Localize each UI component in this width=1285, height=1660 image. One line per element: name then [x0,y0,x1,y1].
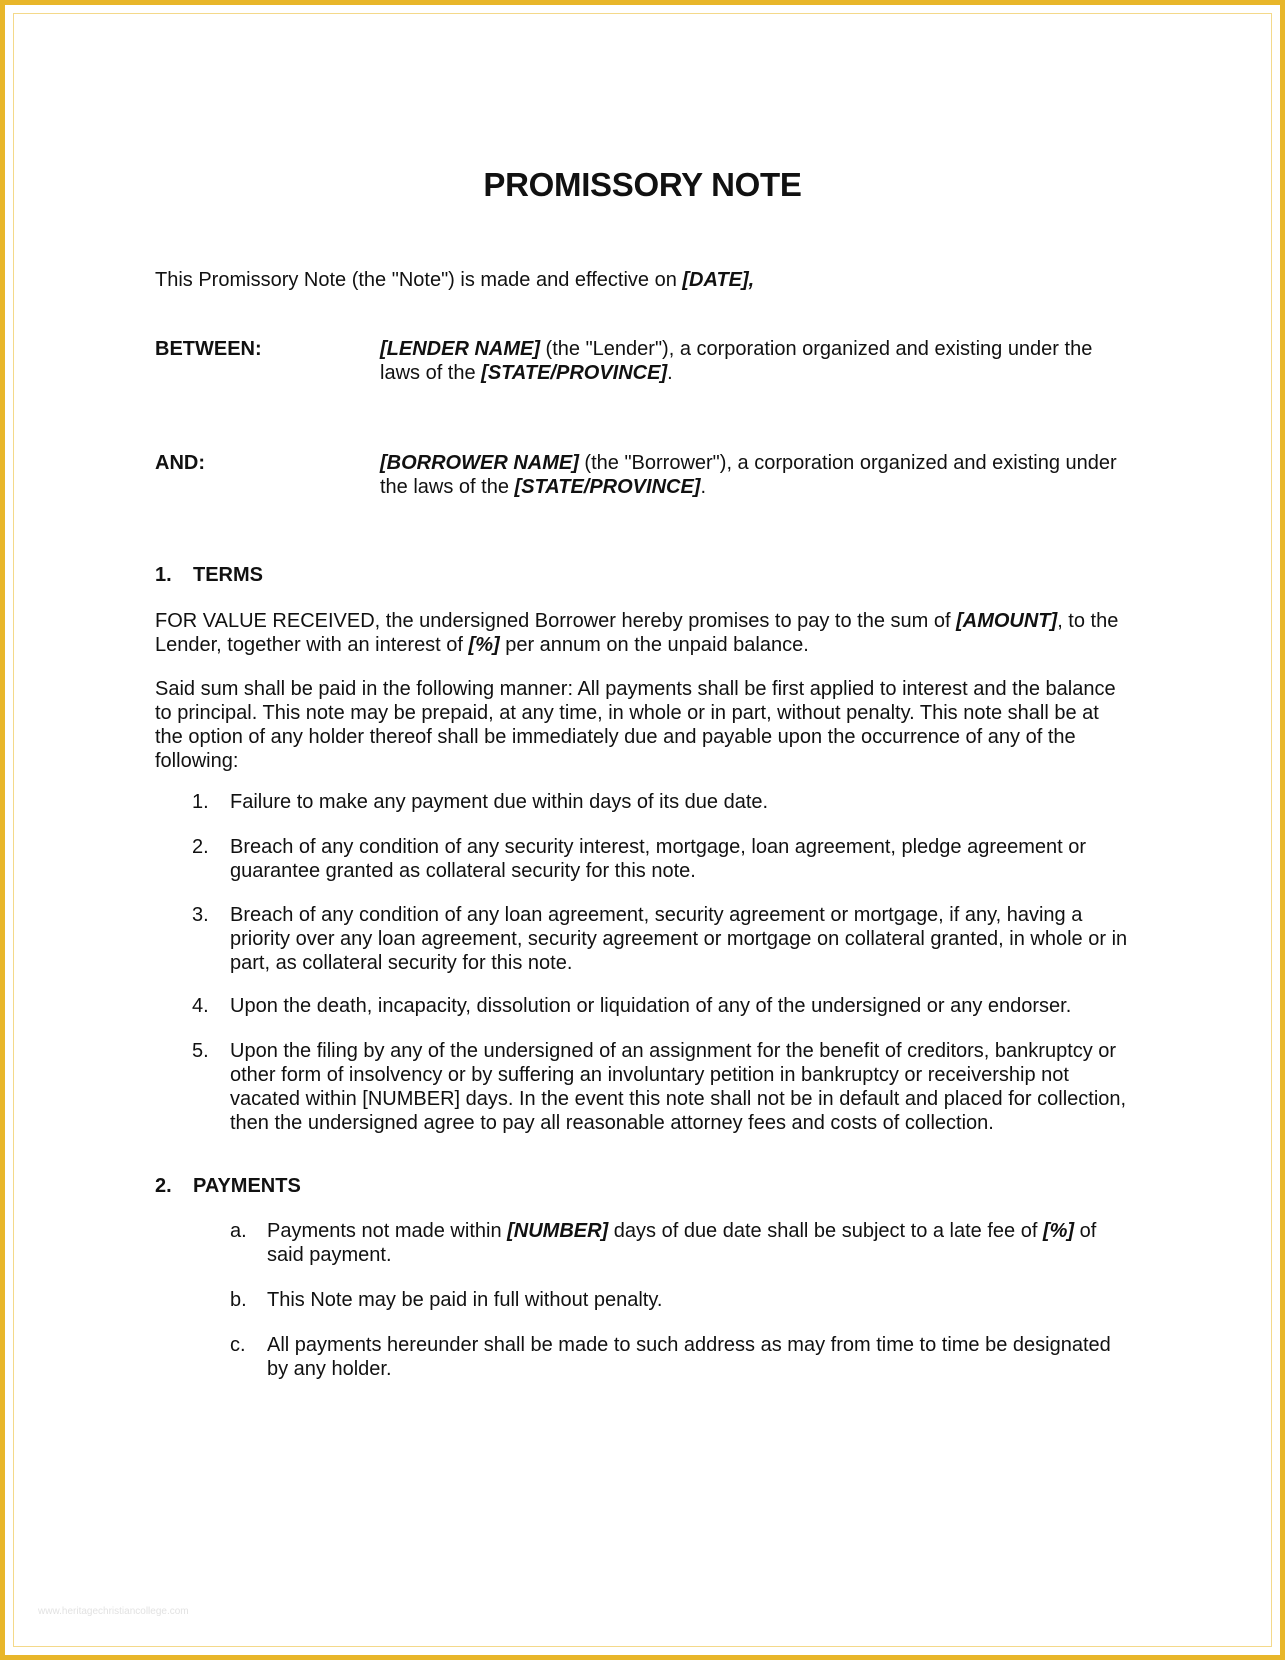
late-fee-rate-placeholder: [%] [1042,1220,1075,1242]
section-1-heading: 1. TERMS [155,564,263,586]
date-placeholder: [DATE] [682,269,749,291]
and-label: AND: [155,452,205,474]
page-inner-border [13,13,1272,1647]
terms-paragraph-2: Said sum shall be paid in the following manner: All payments shall be first applied to interest and the balance to principal. This note may be prepaid, at any time, in whole or in part, without penalty. This note shall be at the option of any holder thereof shall be immediately due and payable upon the occurrence of any of the following: [155,678,1116,772]
lender-name-placeholder: [LENDER NAME] [380,338,540,360]
borrower-description: [BORROWER NAME] (the "Borrower"), a corporation organized and existing under the laws of the [STATE/PROVINCE]. [380,452,1117,498]
terms-paragraph-1: FOR VALUE RECEIVED, the undersigned Borrower hereby promises to pay to the sum of [AMOUNT], to the Lender, together with an interest of [%] per annum on the unpaid balance. [155,610,1119,656]
borrower-state-placeholder: [STATE/PROVINCE] [514,476,701,498]
rate-placeholder: [%] [468,634,500,656]
between-label: BETWEEN: [155,338,262,360]
section-2-heading: 2. PAYMENTS [155,1175,301,1197]
lender-description: [LENDER NAME] (the "Lender"), a corporation organized and existing under the laws of the [STATE/PROVINCE]. [380,338,1093,384]
watermark: www.heritagechristiancollege.com [38,1606,189,1617]
amount-placeholder: [AMOUNT] [956,610,1058,632]
number-placeholder: [NUMBER] [507,1220,609,1242]
borrower-name-placeholder: [BORROWER NAME] [380,452,579,474]
lender-state-placeholder: [STATE/PROVINCE] [481,362,668,384]
document-title: PROMISSORY NOTE [483,166,802,203]
intro-paragraph: This Promissory Note (the "Note") is made and effective on [DATE], [155,269,755,291]
